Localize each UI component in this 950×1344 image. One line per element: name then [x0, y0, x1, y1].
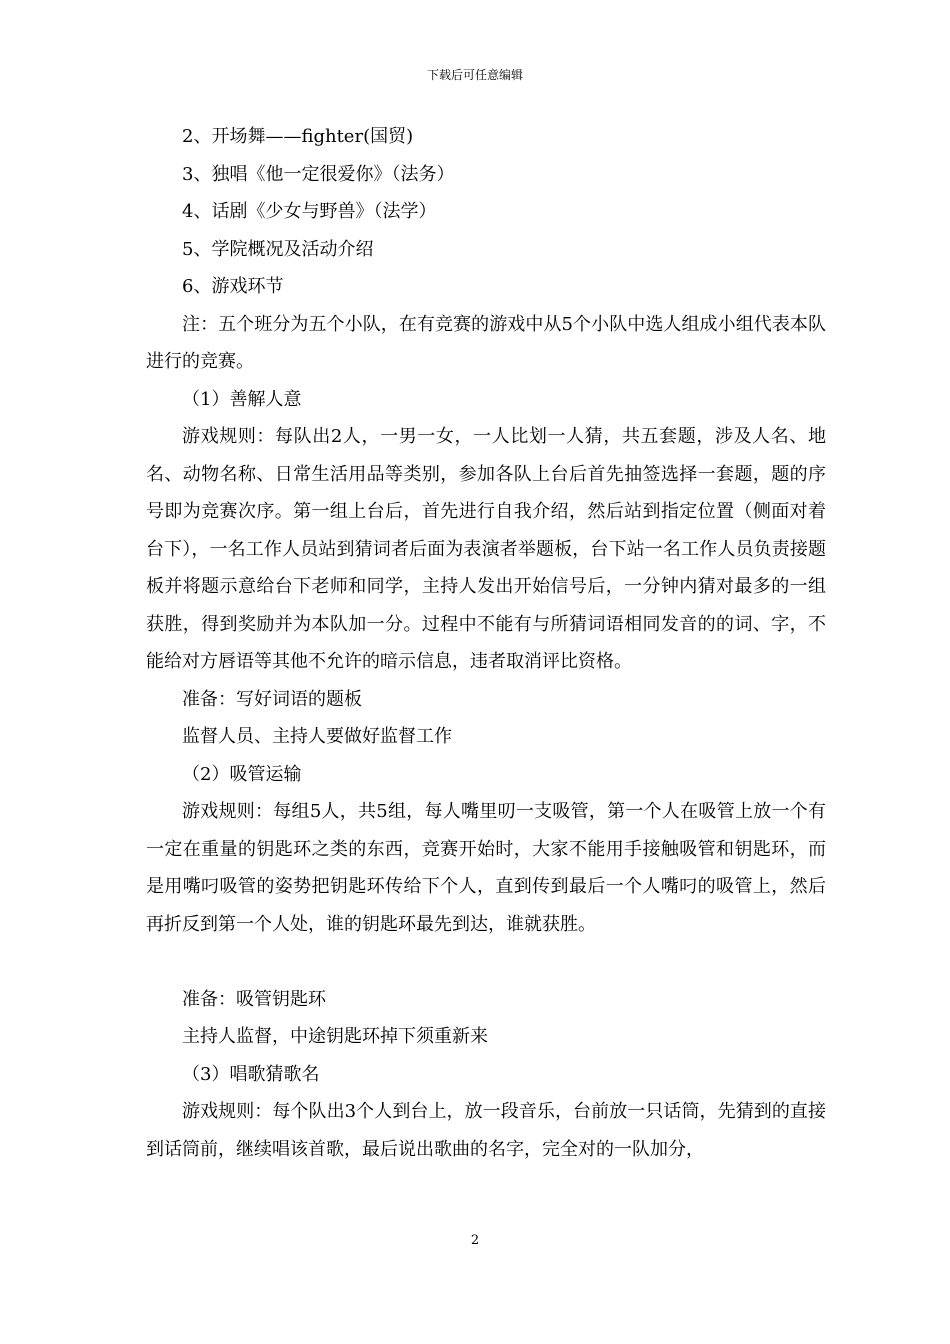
game-1-rules: 游戏规则：每队出2人，一男一女，一人比划一人猜，共五套题，涉及人名、地名、动物名称、日常生活用品等类别，参加各队上台后首先抽签选择一套题，题的序号即为竞赛次序。第一组上台后，首先进行自我介绍，然后站到指定位置（侧面对着台下），一名工作人员站到猜词者后面为表演者举题板，台下站一名工作人员负责接题板并将题示意给台下老师和同学，主持人发出开始信号后，一分钟内猜对最多的一组获胜，得到奖励并为本队加一分。过程中不能有与所猜词语相同发音的的词、字，不能给对方唇语等其他不允许的暗示信息，违者取消评比资格。	[146, 426, 826, 672]
program-item-3: 3、独唱《他一定很爱你》（法务）	[182, 163, 455, 185]
note-paragraph: 注：五个班分为五个小队，在有竞赛的游戏中从5个小队中选人组成小组代表本队进行的竞赛。	[146, 313, 826, 372]
game-2-title: （2）吸管运输	[182, 763, 302, 785]
document-body	[146, 118, 826, 1168]
game-2-supervision: 主持人监督，中途钥匙环掉下须重新来	[182, 1026, 488, 1047]
game-2-preparation: 准备：吸管钥匙环	[182, 988, 326, 1010]
game-1-supervision: 监督人员、主持人要做好监督工作	[182, 726, 452, 747]
header-note: 下载后可任意编辑	[426, 68, 523, 82]
program-item-4: 4、话剧《少女与野兽》（法学）	[182, 201, 437, 222]
game-1-preparation: 准备：写好词语的题板	[182, 688, 362, 710]
program-item-5: 5、学院概况及活动介绍	[182, 238, 374, 260]
program-item-2: 2、开场舞——fighter(国贸)	[182, 126, 414, 147]
game-2-rules: 游戏规则：每组5人，共5组，每人嘴里叨一支吸管，第一个人在吸管上放一个有一定在重量的钥匙环之类的东西，竞赛开始时，大家不能用手接触吸管和钥匙环，而是用嘴叼吸管的姿势把钥匙环传给下个人，直到传到最后一个人嘴叼的吸管上，然后再折反到第一个人处，谁的钥匙环最先到达，谁就获胜。	[146, 801, 826, 935]
game-3-rules: 游戏规则：每个队出3个人到台上，放一段音乐，台前放一只话筒，先猜到的直接到话筒前，继续唱该首歌，最后说出歌曲的名字，完全对的一队加分，	[146, 1101, 826, 1160]
page-number: 2	[470, 1233, 480, 1248]
blank-line	[146, 943, 826, 981]
game-1-title: （1）善解人意	[182, 388, 302, 410]
game-3-title: （3）唱歌猜歌名	[182, 1063, 320, 1085]
program-item-6: 6、游戏环节	[182, 276, 284, 297]
